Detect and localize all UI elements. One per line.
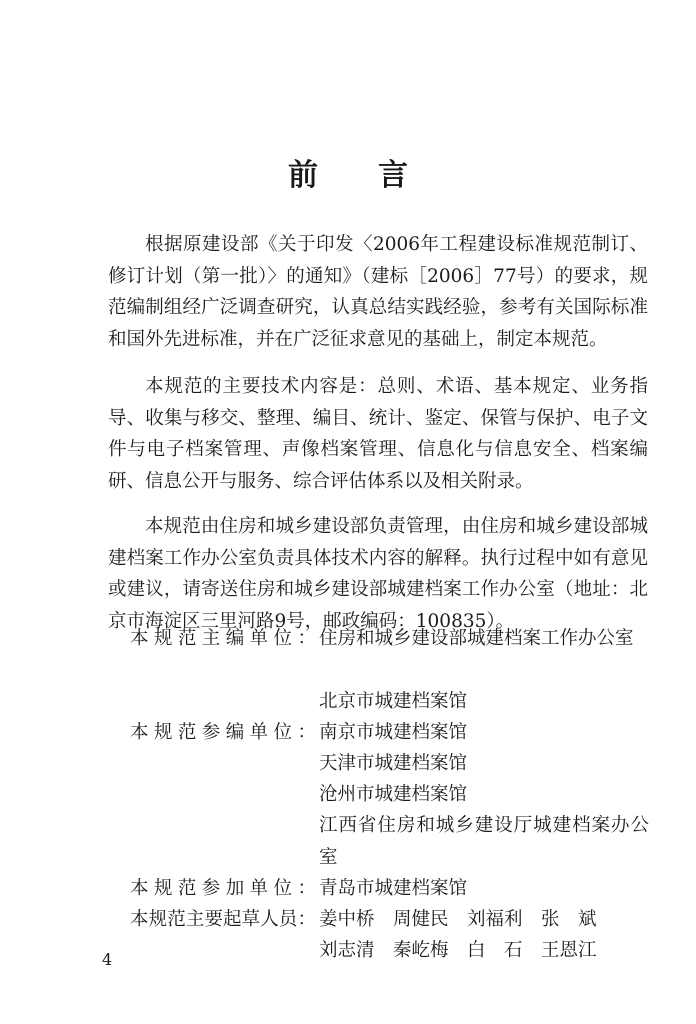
preface-heading	[0, 150, 696, 194]
chief-unit-1: 住房和城乡建设部城建档案工作办公室	[319, 628, 634, 649]
paragraph-management: 本规范由住房和城乡建设部负责管理，由住房和城乡建设部城建档案工作办公室负责具体技术内容的解释。执行过程中如有意见或建议，请寄送住房和城乡建设部城建档案工作办公室（地址：北京市海淀区三里河路9号，邮政编码：100835）。	[108, 516, 648, 632]
participating-unit-4: 江西省住房和城乡建设厅城建档案办公室	[319, 815, 649, 868]
heading-char-2: 言	[378, 158, 408, 193]
joining-label: 本规范参加单位：	[130, 878, 316, 899]
participating-unit-1: 南京市城建档案馆	[319, 722, 468, 743]
participating-unit-2: 天津市城建档案馆	[319, 753, 468, 774]
paragraph-technical-content: 本规范的主要技术内容是：总则、术语、基本规定、业务指导、收集与移交、整理、编目、统计、鉴定、保管与保护、电子文件与电子档案管理、声像档案管理、信息化与信息安全、档案编研、信息公开与服务、综合评估体系以及相关附录。	[108, 376, 648, 492]
page-number: 4	[102, 950, 113, 969]
joining-unit-1: 青岛市城建档案馆	[319, 878, 468, 899]
drafters-names-2: 刘志清 秦屹梅 白 石 王恩江	[319, 940, 597, 961]
paragraph-basis: 根据原建设部《关于印发〈2006年工程建设标准规范制订、修订计划（第一批）〉的通知》（建标［2006］77号）的要求，规范编制组经广泛调查研究，认真总结实践经验，参考有关国际标准和国外先进标准，并在广泛征求意见的基础上，制定本规范。	[108, 234, 648, 350]
drafters-label: 本规范主要起草人员：	[130, 909, 316, 930]
participating-unit-3: 沧州市城建档案馆	[319, 784, 468, 805]
chief-unit-2: 北京市城建档案馆	[319, 691, 468, 712]
participating-label: 本规范参编单位：	[130, 722, 316, 743]
chief-label: 本规范主编单位：	[130, 628, 316, 649]
heading-char-1: 前	[288, 158, 318, 193]
drafters-names-1: 姜中桥 周健民 刘福利 张 斌	[319, 909, 597, 930]
